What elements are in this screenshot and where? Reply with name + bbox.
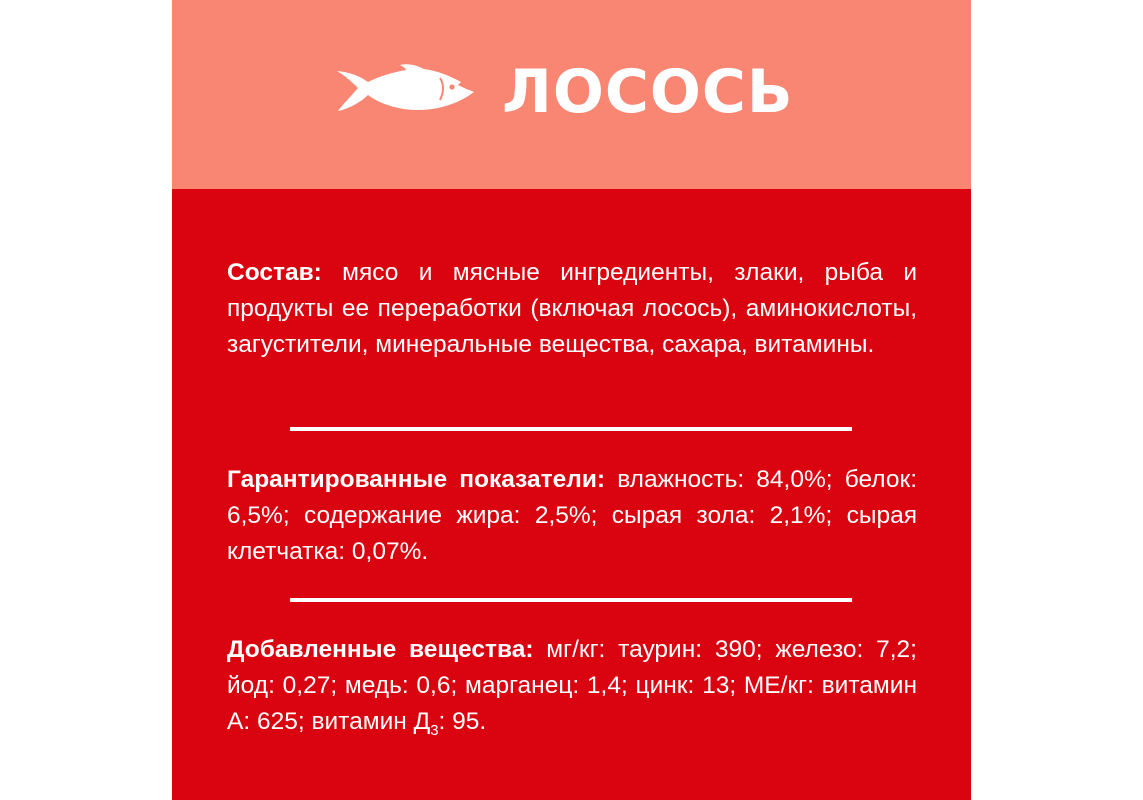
composition-paragraph — [227, 255, 917, 363]
additives-suffix: : 95. — [438, 708, 487, 735]
fish-icon — [334, 62, 476, 116]
divider — [290, 427, 852, 431]
additives-paragraph — [227, 632, 917, 740]
product-info-card — [172, 0, 971, 800]
product-title: ЛОСОСЬ — [502, 57, 794, 127]
additives-label: Добавленные вещества: — [227, 636, 534, 663]
header-banner — [172, 0, 971, 189]
composition-label: Состав: — [227, 259, 322, 286]
guaranteed-text: влажность: 84,0%; белок: 6,5%; содержание жира: 2,5%; сырая зола: 2,1%; сырая клетчатка: 0,07%. — [227, 466, 917, 565]
guaranteed-label: Гарантированные показатели: — [227, 466, 606, 493]
vitamin-d-subscript: 3 — [430, 722, 439, 739]
content-panel — [172, 189, 971, 800]
composition-text: мясо и мясные ингредиенты, злаки, рыба и продукты ее переработки (включая лосось), аминокислоты, загустители, минеральные вещества, сахара, витамины. — [227, 259, 917, 358]
guaranteed-paragraph — [227, 462, 917, 570]
divider — [290, 598, 852, 602]
additives-text: мг/кг: таурин: 390; железо: 7,2; йод: 0,27; медь: 0,6; марганец: 1,4; цинк: 13; МЕ/кг: витамин А: 625; витамин Д — [227, 636, 917, 735]
